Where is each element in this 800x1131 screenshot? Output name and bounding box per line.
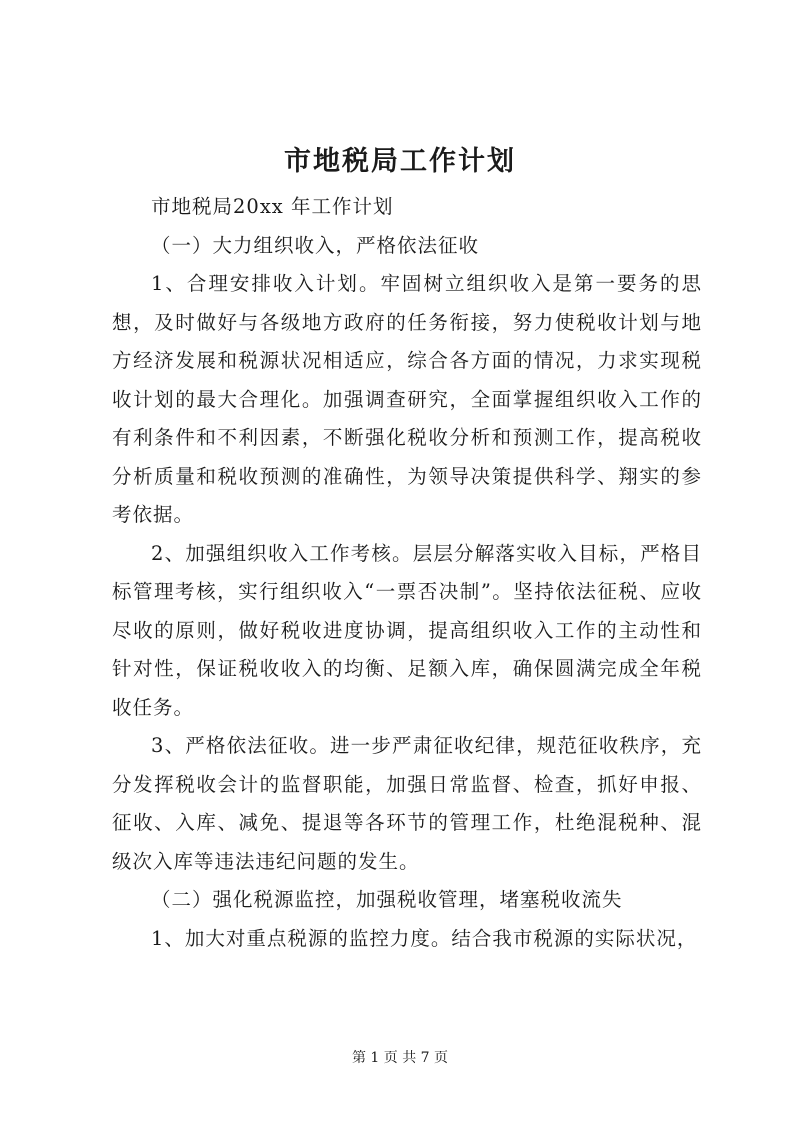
document-title: 市地税局工作计划 <box>284 146 516 177</box>
body-paragraph: 3、严格依法征收。进一步严肃征收纪律，规范征收秩序，充分发挥税收会计的监督职能，加强日常监督、检查，抓好申报、征收、入库、减免、提退等各环节的管理工作，杜绝混税种、混级次入库等违法违纪问题的发生。 <box>112 734 702 873</box>
body-paragraph: 2、加强组织收入工作考核。层层分解落实收入目标，严格目标管理考核，实行组织收入“一票否决制”。坚持依法征税、应收尽收的原则，做好税收进度协调，提高组织收入工作的主动性和针对性，保证税收收入的均衡、足额入库，确保圆满完成全年税收任务。 <box>112 541 702 719</box>
section-heading-1: （一）大力组织收入，严格依法征收 <box>151 233 480 257</box>
section-heading-2: （二）强化税源监控，加强税收管理，堵塞税收流失 <box>151 888 623 911</box>
page-footer: 第 1 页 共 7 页 <box>351 1050 449 1066</box>
body-paragraph: 1、合理安排收入计划。牢固树立组织收入是第一要务的思想，及时做好与各级地方政府的任务衔接，努力使税收计划与地方经济发展和税源状况相适应，综合各方面的情况，力求实现税收计划的最大合理化。加强调查研究，全面掌握组织收入工作的有利条件和不利因素，不断强化税收分析和预测工作，提高税收分析质量和税收预测的准确性，为领导决策提供科学、翔实的参考依据。 <box>112 272 702 526</box>
body-paragraph: 1、加大对重点税源的监控力度。结合我市税源的实际状况， <box>151 926 698 950</box>
subtitle-paragraph: 市地税局20xx 年工作计划 <box>151 195 394 218</box>
document-body <box>112 188 702 958</box>
